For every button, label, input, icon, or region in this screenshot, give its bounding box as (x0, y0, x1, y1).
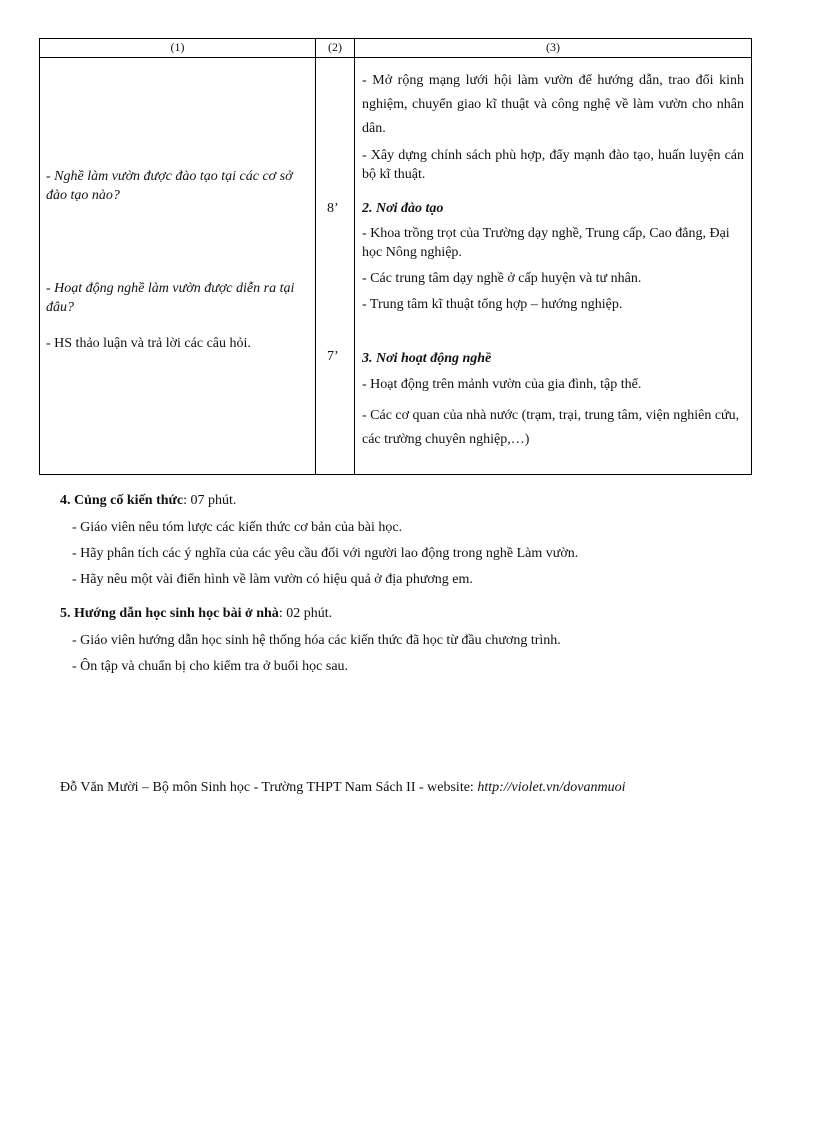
header-col-1: (1) (40, 39, 315, 58)
section-5-time: : 02 phút. (278, 606, 333, 621)
content-network: - Mở rộng mạng lưới hội làm vườn để hướng dẫn, trao đổi kinh nghiệm, chuyển giao kĩ thuật và công nghệ về làm vườn cho nhân dân. (362, 73, 744, 136)
column-divider (354, 39, 355, 474)
footer-website-link[interactable]: http://violet.vn/dovanmuoi (477, 780, 626, 795)
section-4-time: : 07 phút. (183, 493, 237, 508)
section-5-item: - Ôn tập và chuẩn bị cho kiểm tra ở buổi học sau. (72, 659, 349, 674)
content-training-centers: - Các trung tâm dạy nghề ở cấp huyện và tư nhân. (362, 271, 642, 286)
content-policy: - Xây dựng chính sách phù hợp, đẩy mạnh đào tạo, huấn luyện cán bộ kĩ thuật. (362, 148, 744, 182)
section-4-item: - Giáo viên nêu tóm lược các kiến thức cơ bản của bài học. (72, 520, 403, 535)
section-5-heading (60, 606, 332, 622)
content-work-garden: - Hoạt động trên mảnh vườn của gia đình, tập thể. (362, 377, 642, 392)
section-4-item: - Hãy phân tích các ý nghĩa của các yêu cầu đối với người lao động trong nghề Làm vườn. (72, 546, 579, 561)
time-8-min: 8’ (327, 201, 339, 216)
lesson-table (39, 38, 752, 475)
section-5-item: - Giáo viên hướng dẫn học sinh hệ thống hóa các kiến thức đã học từ đầu chương trình. (72, 633, 561, 648)
student-activity-note: - HS thảo luận và trả lời các câu hỏi. (46, 336, 251, 351)
header-col-3: (3) (355, 39, 751, 58)
footer-author: Đỗ Văn Mười – Bộ môn Sinh học - Trường THPT Nam Sách II - website: (60, 780, 478, 795)
page-footer (60, 780, 625, 796)
section-4-item: - Hãy nêu một vài điển hình về làm vườn có hiệu quả ở địa phương em. (72, 572, 473, 587)
content-work-agencies: - Các cơ quan của nhà nước (trạm, trại, trung tâm, viện nghiên cứu, các trường chuyên nghiệp,…) (362, 408, 740, 447)
heading-training-place: 2. Nơi đào tạo (362, 201, 444, 216)
section-4-heading (60, 493, 236, 509)
section-5-title: 5. Hướng dẫn học sinh học bài ở nhà (60, 606, 279, 621)
content-training-general: - Trung tâm kĩ thuật tổng hợp – hướng nghiệp. (362, 297, 623, 312)
heading-work-place: 3. Nơi hoạt động nghề (362, 351, 492, 366)
time-7-min: 7’ (327, 349, 339, 364)
column-divider (315, 39, 316, 474)
content-training-schools: - Khoa trồng trọt của Trường dạy nghề, Trung cấp, Cao đẳng, Đại học Nông nghiệp. (362, 226, 730, 260)
question-activity-place: - Hoạt động nghề làm vườn được diễn ra tại đâu? (46, 281, 295, 315)
section-4-title: 4. Củng cố kiến thức (60, 493, 184, 508)
header-col-2: (2) (316, 39, 354, 58)
question-training-place: - Nghề làm vườn được đào tạo tại các cơ sở đào tạo nào? (46, 169, 293, 203)
